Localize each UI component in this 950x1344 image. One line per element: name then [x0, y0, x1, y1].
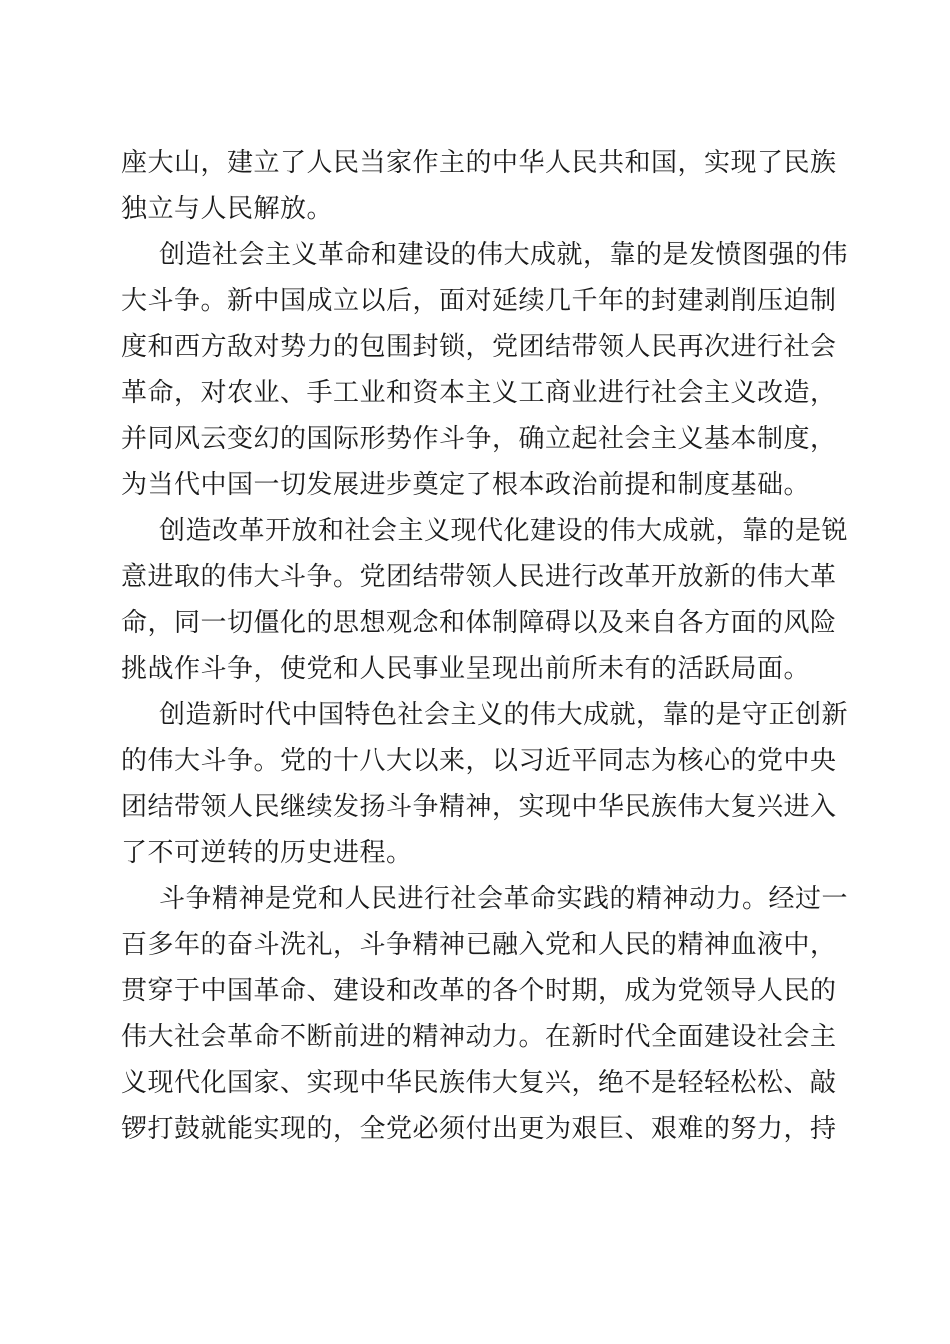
text-line: 团结带领人民继续发扬斗争精神，实现中华民族伟大复兴进入: [121, 792, 837, 822]
text-line: 挑战作斗争，使党和人民事业呈现出前所未有的活跃局面。: [121, 654, 811, 684]
text-line: 座大山，建立了人民当家作主的中华人民共和国，实现了民族: [121, 148, 837, 178]
text-line: 革命，对农业、手工业和资本主义工商业进行社会主义改造，: [121, 378, 837, 408]
paragraph: [121, 692, 849, 876]
text-line: 命，同一切僵化的思想观念和体制障碍以及来自各方面的风险: [121, 608, 837, 638]
paragraph: [121, 508, 849, 692]
text-line: 度和西方敌对势力的包围封锁，党团结带领人民再次进行社会: [121, 332, 837, 362]
text-line: 锣打鼓就能实现的，全党必须付出更为艰巨、艰难的努力，持: [121, 1114, 837, 1144]
text-line: 了不可逆转的历史进程。: [121, 838, 413, 868]
paragraph: [121, 140, 837, 232]
text-line: 伟大社会革命不断前进的精神动力。在新时代全面建设社会主: [121, 1022, 837, 1052]
text-line: 创造社会主义革命和建设的伟大成就，靠的是发愤图强的伟: [159, 240, 849, 270]
text-line: 百多年的奋斗洗礼，斗争精神已融入党和人民的精神血液中，: [121, 930, 837, 960]
text-line: 独立与人民解放。: [121, 194, 334, 224]
paragraph: [121, 232, 849, 508]
text-line: 斗争精神是党和人民进行社会革命实践的精神动力。经过一: [159, 884, 849, 914]
text-line: 大斗争。新中国成立以后，面对延续几千年的封建剥削压迫制: [121, 286, 837, 316]
text-line: 贯穿于中国革命、建设和改革的各个时期，成为党领导人民的: [121, 976, 837, 1006]
text-line: 义现代化国家、实现中华民族伟大复兴，绝不是轻轻松松、敲: [121, 1068, 837, 1098]
document-body: [121, 140, 849, 1152]
text-line: 并同风云变幻的国际形势作斗争，确立起社会主义基本制度，: [121, 424, 837, 454]
text-line: 创造新时代中国特色社会主义的伟大成就，靠的是守正创新: [159, 700, 849, 730]
text-line: 为当代中国一切发展进步奠定了根本政治前提和制度基础。: [121, 470, 811, 500]
text-line: 创造改革开放和社会主义现代化建设的伟大成就，靠的是锐: [159, 516, 849, 546]
paragraph: [121, 876, 849, 1152]
text-line: 意进取的伟大斗争。党团结带领人民进行改革开放新的伟大革: [121, 562, 837, 592]
text-line: 的伟大斗争。党的十八大以来，以习近平同志为核心的党中央: [121, 746, 837, 776]
